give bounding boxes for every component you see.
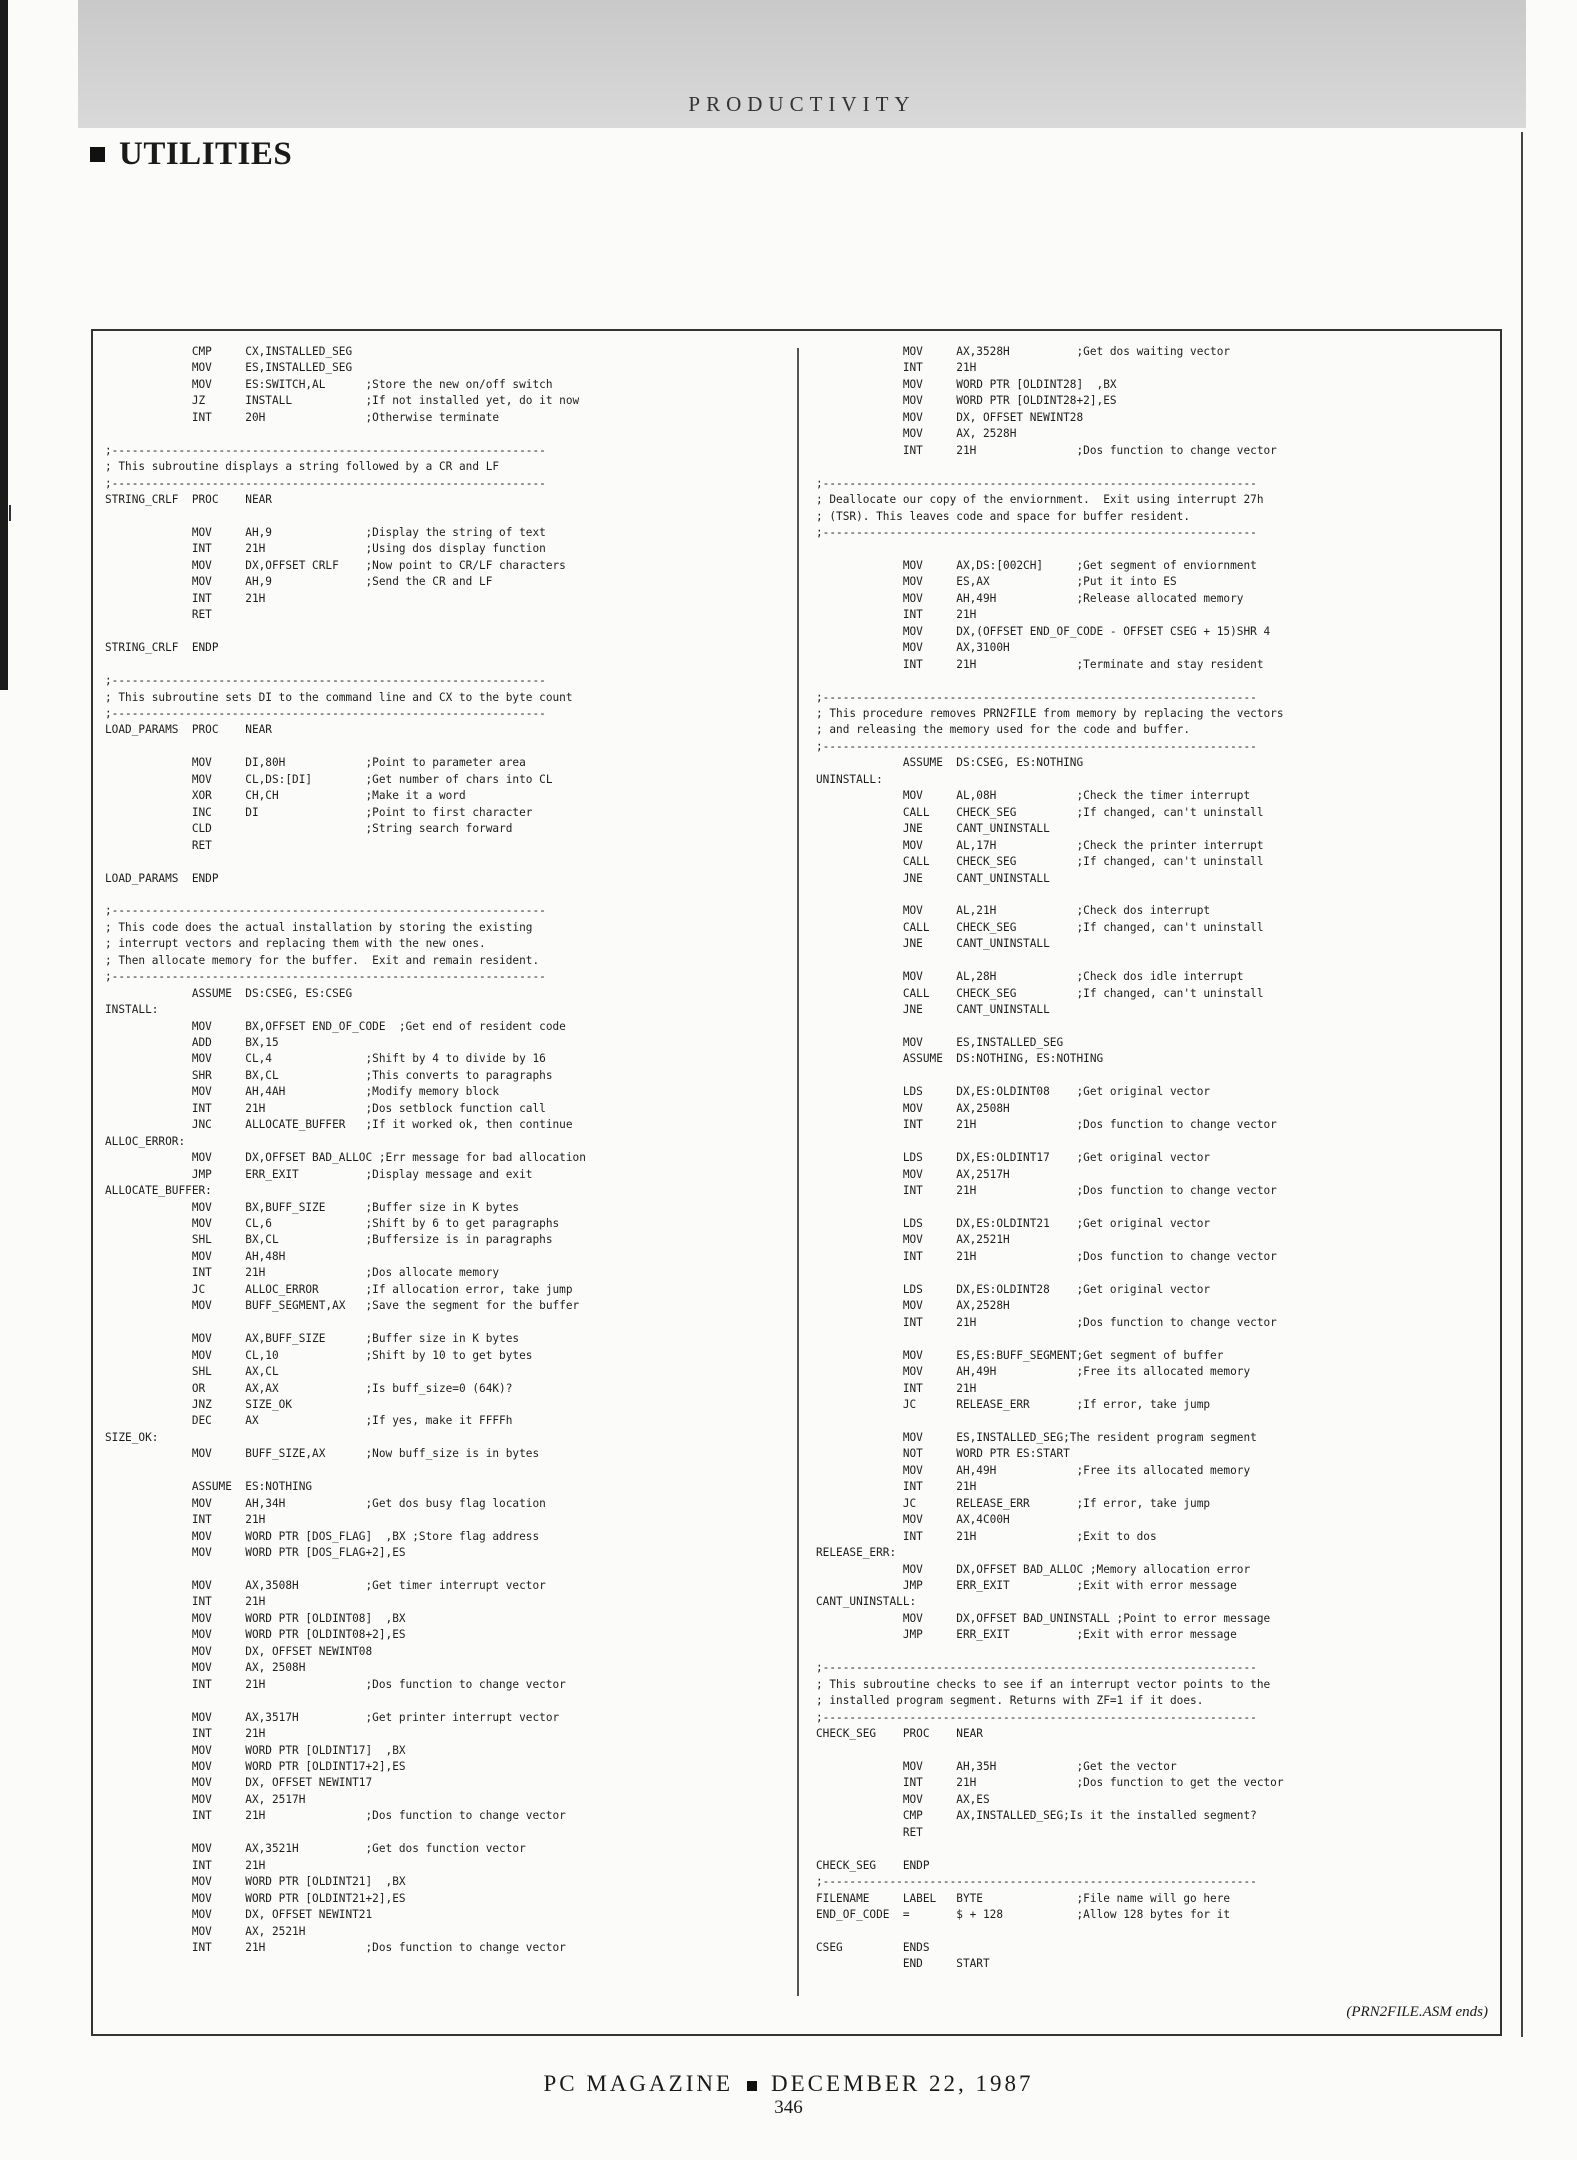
code-line: ;----------------------------------------------------------------- <box>816 1710 1257 1724</box>
code-line: INT 21H ;Dos function to change vector <box>105 1940 566 1954</box>
code-line: ;----------------------------------------------------------------- <box>816 1661 1257 1675</box>
code-line: MOV AX,3521H ;Get dos function vector <box>105 1842 526 1856</box>
code-line: LOAD_PARAMS PROC NEAR <box>105 723 272 737</box>
code-line <box>816 1200 1496 1216</box>
code-line: JMP ERR_EXIT ;Display message and exit <box>105 1167 533 1181</box>
code-line: MOV AX, 2508H <box>105 1661 306 1675</box>
code-line: MOV BX,OFFSET END_OF_CODE ;Get end of resident code <box>105 1019 566 1033</box>
code-line <box>816 887 1496 903</box>
code-line: STRING_CRLF PROC NEAR <box>105 493 272 507</box>
page-right-rule <box>1521 132 1523 2037</box>
code-line: ;----------------------------------------------------------------- <box>105 706 546 720</box>
code-line: MOV WORD PTR [OLDINT08] ,BX <box>105 1611 406 1625</box>
code-column-left <box>105 344 785 1956</box>
section-label: PRODUCTIVITY <box>688 92 916 116</box>
code-line: MOV WORD PTR [OLDINT21+2],ES <box>105 1891 406 1905</box>
code-line: ; This procedure removes PRN2FILE from memory by replacing the vectors <box>816 706 1284 720</box>
code-line: OR AX,AX ;Is buff_size=0 (64K)? <box>105 1381 513 1395</box>
code-line: INT 21H ;Using dos display function <box>105 542 546 556</box>
code-line: MOV WORD PTR [OLDINT21] ,BX <box>105 1875 406 1889</box>
code-line: ADD BX,15 <box>105 1036 279 1050</box>
code-line: INT 21H ;Dos function to get the vector <box>816 1776 1284 1790</box>
binding-mark <box>9 505 11 521</box>
code-line: INT 21H ;Dos function to change vector <box>816 1249 1277 1263</box>
code-line: ; Deallocate our copy of the enviornment. Exit using interrupt 27h <box>816 493 1264 507</box>
title-row <box>90 136 292 173</box>
footer-bullet-icon <box>747 2081 757 2091</box>
code-column-right <box>816 344 1496 1973</box>
code-line: ASSUME DS:CSEG, ES:NOTHING <box>816 756 1084 770</box>
code-line: MOV ES:SWITCH,AL ;Store the new on/off switch <box>105 377 553 391</box>
code-line: MOV ES,ES:BUFF_SEGMENT;Get segment of buffer <box>816 1348 1224 1362</box>
code-line: INT 21H ;Dos function to change vector <box>816 1118 1277 1132</box>
code-line: INT 21H ;Dos setblock function call <box>105 1101 546 1115</box>
code-line: MOV AX,2528H <box>816 1299 1010 1313</box>
code-line <box>816 1413 1496 1429</box>
code-line: MOV AX,3508H ;Get timer interrupt vector <box>105 1578 546 1592</box>
code-line: INT 21H <box>816 1381 977 1395</box>
code-line: ; This subroutine displays a string followed by a CR and LF <box>105 460 500 474</box>
code-line: MOV AX,3517H ;Get printer interrupt vector <box>105 1710 560 1724</box>
code-line: ;----------------------------------------------------------------- <box>105 970 546 984</box>
code-line: ASSUME ES:NOTHING <box>105 1480 313 1494</box>
code-line: DEC AX ;If yes, make it FFFFh <box>105 1414 513 1428</box>
code-line: MOV DX,OFFSET CRLF ;Now point to CR/LF characters <box>105 558 566 572</box>
code-line: MOV WORD PTR [OLDINT08+2],ES <box>105 1628 406 1642</box>
code-line: ; Then allocate memory for the buffer. Exit and remain resident. <box>105 953 540 967</box>
code-line <box>816 1331 1496 1347</box>
code-line: RET <box>816 1825 923 1839</box>
listing-end-note: (PRN2FILE.ASM ends) <box>1346 2004 1488 2020</box>
title-bullet-icon <box>90 147 105 162</box>
code-line: MOV ES,INSTALLED_SEG <box>816 1036 1064 1050</box>
code-line: INT 21H ;Dos function to change vector <box>816 1184 1277 1198</box>
code-line: INT 21H ;Dos function to change vector <box>816 443 1277 457</box>
code-line: ; interrupt vectors and replacing them with the new ones. <box>105 937 486 951</box>
code-line: MOV DX,OFFSET BAD_UNINSTALL ;Point to error message <box>816 1611 1271 1625</box>
code-line: INT 21H <box>105 1727 266 1741</box>
code-line: MOV AX, 2528H <box>816 427 1017 441</box>
code-line: MOV WORD PTR [DOS_FLAG] ,BX ;Store flag address <box>105 1529 540 1543</box>
code-line: JNE CANT_UNINSTALL <box>816 871 1050 885</box>
code-line: INT 21H ;Dos function to change vector <box>816 1315 1277 1329</box>
code-line: INT 21H <box>816 1480 977 1494</box>
code-line: END_OF_CODE = $ + 128 ;Allow 128 bytes for it <box>816 1908 1231 1922</box>
code-line <box>105 657 785 673</box>
code-line <box>816 1134 1496 1150</box>
code-line: MOV DX, OFFSET NEWINT28 <box>816 410 1084 424</box>
code-line: LDS DX,ES:OLDINT08 ;Get original vector <box>816 1085 1211 1099</box>
code-line: ; and releasing the memory used for the code and buffer. <box>816 723 1191 737</box>
code-line: SHL AX,CL <box>105 1365 279 1379</box>
code-line: LDS DX,ES:OLDINT17 ;Get original vector <box>816 1151 1211 1165</box>
code-line <box>105 1463 785 1479</box>
code-line: MOV AX,3528H ;Get dos waiting vector <box>816 345 1231 358</box>
code-line: CSEG ENDS <box>816 1940 930 1954</box>
code-line <box>105 1693 785 1709</box>
code-line: MOV BUFF_SIZE,AX ;Now buff_size is in bytes <box>105 1447 540 1461</box>
column-divider <box>797 348 799 1996</box>
code-line: ; This subroutine sets DI to the command line and CX to the byte count <box>105 690 573 704</box>
code-line: INT 21H <box>816 608 977 622</box>
code-line: SHR BX,CL ;This converts to paragraphs <box>105 1068 553 1082</box>
code-line: JMP ERR_EXIT ;Exit with error message <box>816 1578 1237 1592</box>
code-line: MOV AH,35H ;Get the vector <box>816 1759 1177 1773</box>
code-line: MOV CL,DS:[DI] ;Get number of chars into CL <box>105 772 553 786</box>
code-line: CLD ;String search forward <box>105 822 513 836</box>
code-line <box>105 509 785 525</box>
code-line: ; This subroutine checks to see if an interrupt vector points to the <box>816 1677 1271 1691</box>
code-line: ;----------------------------------------------------------------- <box>105 476 546 490</box>
code-line: MOV WORD PTR [OLDINT17+2],ES <box>105 1759 406 1773</box>
code-line: RET <box>105 838 212 852</box>
code-line <box>816 1743 1496 1759</box>
code-line: MOV AH,9 ;Send the CR and LF <box>105 575 493 589</box>
code-line: MOV AX,2521H <box>816 1233 1010 1247</box>
code-line: MOV AX,2508H <box>816 1101 1010 1115</box>
code-line <box>816 541 1496 557</box>
code-line: JNZ SIZE_OK <box>105 1398 293 1411</box>
code-line: MOV AH,9 ;Display the string of text <box>105 525 546 539</box>
code-line: ALLOC_ERROR: <box>105 1134 186 1148</box>
code-line: JC ALLOC_ERROR ;If allocation error, take jump <box>105 1282 573 1296</box>
code-line: CMP AX,INSTALLED_SEG;Is it the installed segment? <box>816 1809 1257 1823</box>
code-line: JZ INSTALL ;If not installed yet, do it now <box>105 394 580 408</box>
code-line: INT 21H <box>105 1595 266 1609</box>
code-line: JNC ALLOCATE_BUFFER ;If it worked ok, then continue <box>105 1118 573 1132</box>
code-line: INT 21H ;Dos function to change vector <box>105 1677 566 1691</box>
code-line: MOV DX, OFFSET NEWINT08 <box>105 1644 373 1658</box>
code-line <box>816 1841 1496 1857</box>
code-line <box>816 673 1496 689</box>
code-line: ; (TSR). This leaves code and space for buffer resident. <box>816 509 1191 523</box>
code-line: CALL CHECK_SEG ;If changed, can't uninstall <box>816 986 1264 1000</box>
code-line <box>816 953 1496 969</box>
code-line: NOT WORD PTR ES:START <box>816 1447 1070 1461</box>
code-line: JNE CANT_UNINSTALL <box>816 937 1050 951</box>
code-line: MOV WORD PTR [OLDINT17] ,BX <box>105 1743 406 1757</box>
code-line: MOV AH,4AH ;Modify memory block <box>105 1085 500 1099</box>
code-line: MOV AH,48H <box>105 1249 286 1263</box>
code-line <box>816 1265 1496 1281</box>
code-line: ALLOCATE_BUFFER: <box>105 1184 212 1198</box>
code-line: MOV DX,OFFSET BAD_ALLOC ;Memory allocation error <box>816 1562 1251 1576</box>
code-line: INC DI ;Point to first character <box>105 805 533 819</box>
code-line: INT 20H ;Otherwise terminate <box>105 410 500 424</box>
code-line: ;----------------------------------------------------------------- <box>105 674 546 688</box>
code-line: MOV BX,BUFF_SIZE ;Buffer size in K bytes <box>105 1200 520 1214</box>
code-line: ;----------------------------------------------------------------- <box>816 739 1257 753</box>
footer-magazine: PC MAGAZINE <box>543 2071 734 2096</box>
code-line: MOV CL,6 ;Shift by 6 to get paragraphs <box>105 1217 560 1231</box>
code-line: MOV ES,INSTALLED_SEG;The resident program segment <box>816 1430 1257 1444</box>
code-line: CALL CHECK_SEG ;If changed, can't uninstall <box>816 855 1264 869</box>
code-line <box>105 426 785 442</box>
code-line: ;----------------------------------------------------------------- <box>105 443 546 457</box>
code-line: MOV AH,49H ;Free its allocated memory <box>816 1463 1251 1477</box>
code-line: MOV AH,34H ;Get dos busy flag location <box>105 1496 546 1510</box>
code-line: END START <box>816 1957 990 1971</box>
code-line: SIZE_OK: <box>105 1430 159 1444</box>
code-line: MOV AX, 2521H <box>105 1924 306 1938</box>
code-line: INT 21H ;Dos allocate memory <box>105 1266 500 1280</box>
code-line: MOV AX,DS:[002CH] ;Get segment of enviornment <box>816 558 1257 572</box>
code-line <box>816 1019 1496 1035</box>
code-line: ASSUME DS:CSEG, ES:CSEG <box>105 986 353 1000</box>
code-line <box>816 1924 1496 1940</box>
code-line <box>105 1562 785 1578</box>
page-title: UTILITIES <box>119 136 293 172</box>
code-line: MOV CL,4 ;Shift by 4 to divide by 16 <box>105 1052 546 1066</box>
code-line: INT 21H ;Terminate and stay resident <box>816 657 1264 671</box>
code-line: INT 21H ;Exit to dos <box>816 1529 1157 1543</box>
code-line: ;----------------------------------------------------------------- <box>816 476 1257 490</box>
code-line: MOV WORD PTR [OLDINT28] ,BX <box>816 377 1117 391</box>
code-line: MOV DX,(OFFSET END_OF_CODE - OFFSET CSEG + 15)SHR 4 <box>816 624 1271 638</box>
code-line: MOV ES,AX ;Put it into ES <box>816 575 1177 589</box>
code-line: MOV AX, 2517H <box>105 1792 306 1806</box>
code-line: UNINSTALL: <box>816 772 883 786</box>
page-number: 346 <box>774 2097 803 2118</box>
code-line: LOAD_PARAMS ENDP <box>105 871 219 885</box>
code-line <box>105 854 785 870</box>
code-line: MOV AX,3100H <box>816 641 1010 655</box>
code-line: INT 21H <box>816 361 977 375</box>
code-line: CHECK_SEG PROC NEAR <box>816 1727 983 1741</box>
code-line: RELEASE_ERR: <box>816 1546 897 1560</box>
code-line: ; This code does the actual installation by storing the existing <box>105 920 533 934</box>
binding-edge <box>0 0 8 690</box>
code-line: MOV AX,4C00H <box>816 1513 1010 1527</box>
code-line: MOV DX,OFFSET BAD_ALLOC ;Err message for bad allocation <box>105 1151 586 1165</box>
code-line: MOV BUFF_SEGMENT,AX ;Save the segment for the buffer <box>105 1299 580 1313</box>
code-line: CHECK_SEG ENDP <box>816 1858 930 1872</box>
code-line: MOV ES,INSTALLED_SEG <box>105 361 353 375</box>
code-line: ASSUME DS:NOTHING, ES:NOTHING <box>816 1052 1104 1066</box>
code-line: JMP ERR_EXIT ;Exit with error message <box>816 1628 1237 1642</box>
code-line <box>816 1644 1496 1660</box>
code-line <box>105 624 785 640</box>
code-line: MOV AL,21H ;Check dos interrupt <box>816 904 1211 918</box>
code-line: MOV WORD PTR [OLDINT28+2],ES <box>816 394 1117 408</box>
code-line: JC RELEASE_ERR ;If error, take jump <box>816 1496 1211 1510</box>
code-line: INT 21H <box>105 1858 266 1872</box>
code-line <box>105 1315 785 1331</box>
code-line: MOV DI,80H ;Point to parameter area <box>105 756 526 770</box>
code-line: MOV AX,BUFF_SIZE ;Buffer size in K bytes <box>105 1332 520 1346</box>
code-line: MOV AX,2517H <box>816 1167 1010 1181</box>
code-line: MOV AH,49H ;Free its allocated memory <box>816 1365 1251 1379</box>
code-line <box>816 1068 1496 1084</box>
code-line: MOV AH,49H ;Release allocated memory <box>816 591 1244 605</box>
code-line: MOV CL,10 ;Shift by 10 to get bytes <box>105 1348 533 1362</box>
code-line: INT 21H <box>105 591 266 605</box>
code-line: RET <box>105 608 212 622</box>
code-line: JNE CANT_UNINSTALL <box>816 822 1050 836</box>
code-line: CALL CHECK_SEG ;If changed, can't uninstall <box>816 805 1264 819</box>
code-line: FILENAME LABEL BYTE ;File name will go here <box>816 1891 1231 1905</box>
code-line: MOV AL,28H ;Check dos idle interrupt <box>816 970 1244 984</box>
code-line: LDS DX,ES:OLDINT21 ;Get original vector <box>816 1217 1211 1231</box>
code-line: LDS DX,ES:OLDINT28 ;Get original vector <box>816 1282 1211 1296</box>
code-line: XOR CH,CH ;Make it a word <box>105 789 466 803</box>
code-line: INT 21H ;Dos function to change vector <box>105 1809 566 1823</box>
code-line: CALL CHECK_SEG ;If changed, can't uninstall <box>816 920 1264 934</box>
code-line <box>105 1825 785 1841</box>
code-line: MOV WORD PTR [DOS_FLAG+2],ES <box>105 1546 406 1560</box>
code-line: JC RELEASE_ERR ;If error, take jump <box>816 1398 1211 1411</box>
code-line: ;----------------------------------------------------------------- <box>816 525 1257 539</box>
code-line: ;----------------------------------------------------------------- <box>816 1875 1257 1889</box>
code-line: ;----------------------------------------------------------------- <box>816 690 1257 704</box>
code-line <box>105 739 785 755</box>
code-line: MOV AL,08H ;Check the timer interrupt <box>816 789 1251 803</box>
code-line: MOV AX,ES <box>816 1792 990 1806</box>
code-line: SHL BX,CL ;Buffersize is in paragraphs <box>105 1233 553 1247</box>
code-line: ;----------------------------------------------------------------- <box>105 904 546 918</box>
code-line: CANT_UNINSTALL: <box>816 1595 917 1609</box>
code-line: ; installed program segment. Returns with ZF=1 if it does. <box>816 1694 1204 1708</box>
code-line: STRING_CRLF ENDP <box>105 641 219 655</box>
code-line: MOV AL,17H ;Check the printer interrupt <box>816 838 1264 852</box>
code-line <box>105 887 785 903</box>
footer <box>0 2071 1577 2097</box>
code-line <box>816 459 1496 475</box>
code-line: MOV DX, OFFSET NEWINT21 <box>105 1908 373 1922</box>
code-line: INT 21H <box>105 1513 266 1527</box>
footer-date: DECEMBER 22, 1987 <box>771 2071 1034 2096</box>
code-line: INSTALL: <box>105 1003 159 1017</box>
code-line: CMP CX,INSTALLED_SEG <box>105 345 353 358</box>
code-line: MOV DX, OFFSET NEWINT17 <box>105 1776 373 1790</box>
code-line: JNE CANT_UNINSTALL <box>816 1003 1050 1017</box>
